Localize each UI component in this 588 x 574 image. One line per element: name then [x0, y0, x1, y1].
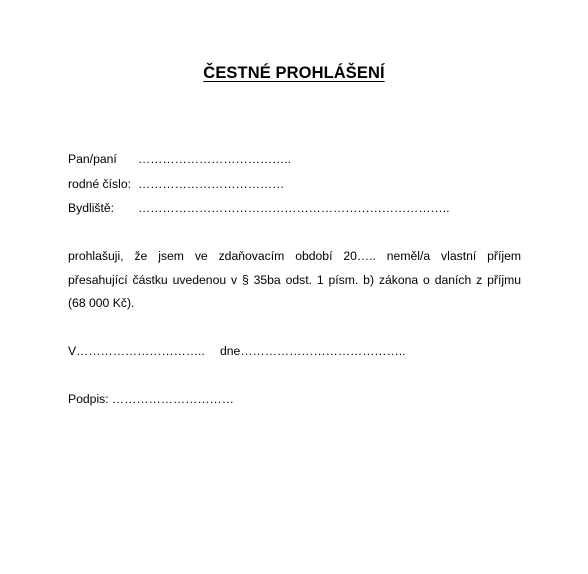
field-value-birth-number: ……………………………… — [138, 177, 285, 191]
field-value-address: ………………………………………………………………….. — [138, 201, 450, 215]
document-title-text: ČESTNÉ PROHLÁŠENÍ — [203, 64, 385, 82]
declaration-line-1: prohlašuji, že jsem ve zdaňovacím období 20….. neměl/a vlastní příjem — [68, 249, 521, 263]
place-field: V………………………….. — [68, 344, 205, 358]
field-label-birth-number: rodné číslo: — [68, 177, 132, 191]
date-field: dne………………………………….. — [220, 344, 406, 358]
document-title — [0, 64, 588, 83]
signature-field: Podpis: ………………………… — [68, 392, 234, 406]
declaration-line-2: přesahující částku uvedenou v § 35ba odst. 1 písm. b) zákona o daních z příjmu — [68, 272, 521, 287]
field-label-address: Bydliště: — [68, 201, 115, 215]
declaration-paragraph — [68, 245, 521, 316]
field-value-name: ……………………………….. — [138, 152, 292, 166]
field-label-name: Pan/paní — [68, 152, 117, 166]
declaration-line-3: (68 000 Kč). — [68, 296, 135, 310]
